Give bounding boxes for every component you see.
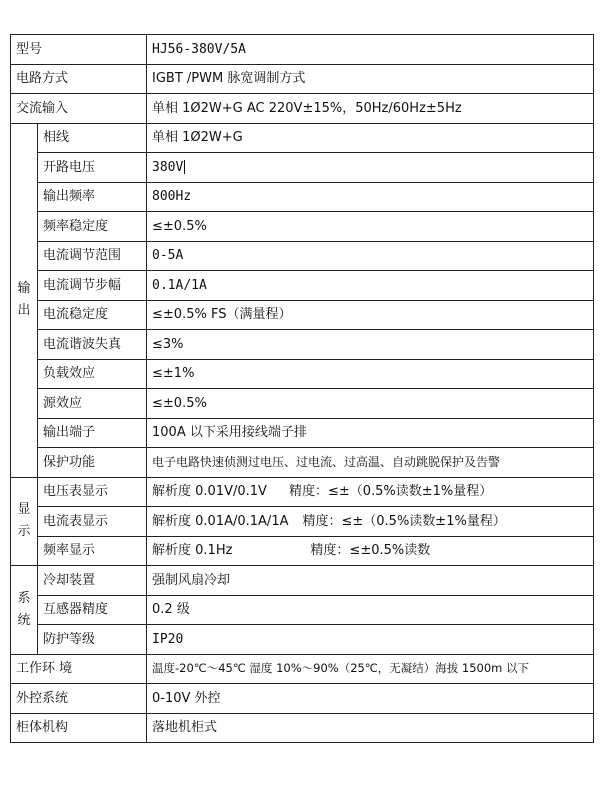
table-row [11,123,594,153]
text-cursor [184,160,185,174]
row-label: 型号 [11,35,147,65]
row-value: 温度-20℃～45℃ 湿度 10%～90%（25℃，无凝结）海拔 1500m 以下 [147,654,594,684]
row-value: 单相 1Ø2W+G [147,123,594,153]
row-value: 落地机柜式 [147,713,594,743]
row-label: 频率稳定度 [38,212,147,242]
table-row [11,507,594,537]
row-label: 保护功能 [38,448,147,478]
row-label: 工作环 境 [11,654,147,684]
row-value: 0.2 级 [147,595,594,625]
table-row [11,566,594,596]
table-row [11,595,594,625]
table-row [11,153,594,183]
table-row-environment [11,654,594,684]
row-label: 电路方式 [11,64,147,94]
row-label: 柜体机构 [11,713,147,743]
table-row [11,212,594,242]
row-value: 强制风扇冷却 [147,566,594,596]
table-row [11,448,594,478]
table-row-circuit [11,64,594,94]
table-row [11,536,594,566]
table-row [11,389,594,419]
row-label: 电流调节范围 [38,241,147,271]
row-label: 电流稳定度 [38,300,147,330]
table-row [11,271,594,301]
accuracy-text: 精度：≤±（0.5%读数±1%量程） [288,484,493,500]
table-row [11,241,594,271]
row-label: 交流输入 [11,94,147,124]
row-label: 负载效应 [38,359,147,389]
table-row [11,330,594,360]
row-label: 电流表显示 [38,507,147,537]
row-label: 电流调节步幅 [38,271,147,301]
row-label: 电压表显示 [38,477,147,507]
group-output [11,123,38,477]
table-row [11,625,594,655]
row-value: 电子电路快速侦测过电压、过电流、过高温、自动跳脱保护及告警 [147,448,594,478]
row-value: ≤±0.5% FS（满量程） [147,300,594,330]
row-value: 0-10V 外控 [147,684,594,714]
accuracy-text: 精度：≤±0.5%读数 [310,543,431,559]
row-value: IP20 [147,625,594,655]
row-label: 相线 [38,123,147,153]
table-row [11,300,594,330]
row-value [147,153,594,183]
row-label: 冷却装置 [38,566,147,596]
row-value [147,507,594,537]
resolution-text: 解析度 0.1Hz [152,543,233,559]
table-row-cabinet [11,713,594,743]
row-label: 源效应 [38,389,147,419]
row-label: 输出频率 [38,182,147,212]
row-value: 0.1A/1A [147,271,594,301]
row-label: 互感器精度 [38,595,147,625]
row-label: 开路电压 [38,153,147,183]
table-row-ac-input [11,94,594,124]
row-value [147,536,594,566]
table-row-model [11,35,594,65]
row-value: 100A 以下采用接线端子排 [147,418,594,448]
spec-table [10,34,594,743]
table-row [11,182,594,212]
row-value: ≤±1% [147,359,594,389]
table-row-external [11,684,594,714]
row-value: HJ56-380V/5A [147,35,594,65]
row-value: ≤±0.5% [147,389,594,419]
group-system [11,566,38,655]
table-row [11,418,594,448]
resolution-text: 解析度 0.01A/0.1A/1A [152,513,289,529]
open-voltage-value: 380V [152,159,184,175]
row-label: 输出端子 [38,418,147,448]
row-value: ≤±0.5% [147,212,594,242]
group-label: 输出 [17,281,31,318]
group-label: 系统 [17,590,31,628]
row-value: 单相 1Ø2W+G AC 220V±15%，50Hz/60Hz±5Hz [147,94,594,124]
resolution-text: 解析度 0.01V/0.1V [152,484,267,500]
row-value: 800Hz [147,182,594,212]
row-value: 0-5A [147,241,594,271]
row-value: IGBT /PWM 脉宽调制方式 [147,64,594,94]
table-row [11,359,594,389]
accuracy-text: 精度：≤±（0.5%读数±1%量程） [302,513,506,529]
row-value [147,477,594,507]
row-value: ≤3% [147,330,594,360]
row-label: 频率显示 [38,536,147,566]
table-row [11,477,594,507]
row-label: 外控系统 [11,684,147,714]
group-label: 显示 [17,502,31,540]
group-display [11,477,38,566]
row-label: 电流谐波失真 [38,330,147,360]
row-label: 防护等级 [38,625,147,655]
